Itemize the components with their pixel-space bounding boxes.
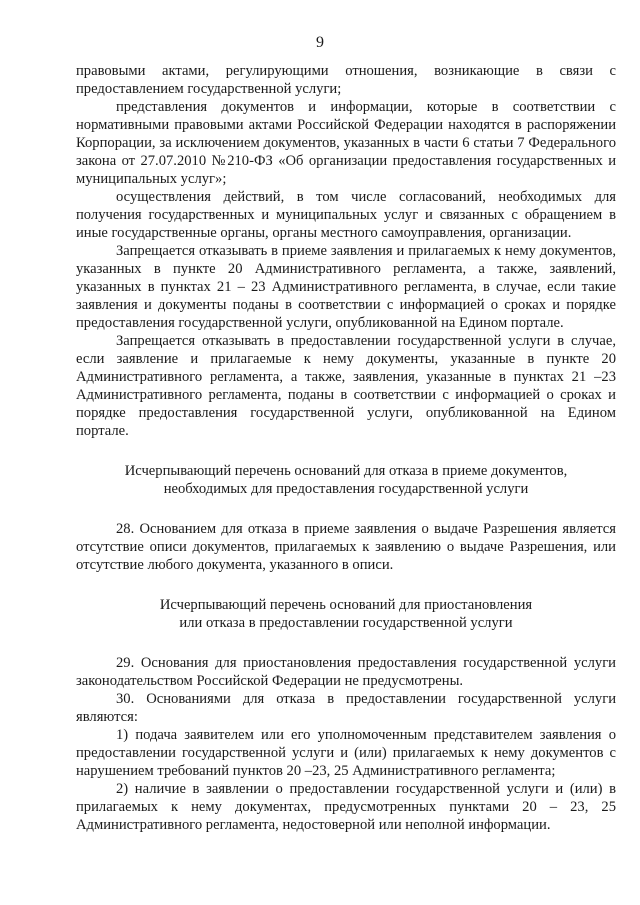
paragraph-subitem-1: 1) подача заявителем или его уполномоченным представителем заявления о предоставлении государственной услуги и (или) прилагаемых к нему документов с нарушением требований пунктов 20 –23, 25 Административного регламента;	[76, 727, 616, 779]
spacer	[76, 440, 616, 462]
spacer	[76, 498, 616, 520]
paragraph-continuation: правовыми актами, регулирующими отношения, возникающие в связи с предоставлением государственной услуги;	[76, 63, 616, 97]
paragraph-actions-approvals: осуществления действий, в том числе согласований, необходимых для получения государственных и муниципальных услуг и связанных с обращением в иные государственные органы, органы местного самоуправления, организации.	[76, 189, 616, 241]
paragraph-subitem-2: 2) наличие в заявлении о предоставлении государственной услуги и (или) в прилагаемых к нему документах, предусмотренных пунктами 20 – 23, 25 Административного регламента, недостоверной или неполной информации.	[76, 781, 616, 833]
section-heading-suspension-line2: или отказа в предоставлении государственной услуги	[179, 615, 513, 631]
paragraph-prohibition-service: Запрещается отказывать в предоставлении государственной услуги в случае, если заявление и прилагаемые к нему документы, указанные в пункте 20 Административного регламента, а также, заявления, указанные в пунктах 21 –23 Административного регламента, поданы в соответствии с информацией о сроках и порядке предоставления государственной услуги, опубликованной на Едином портале.	[76, 333, 616, 439]
spacer	[76, 574, 616, 596]
page-number: 9	[316, 34, 324, 51]
paragraph-prohibition-reception: Запрещается отказывать в приеме заявления и прилагаемых к нему документов, указанных в пункте 20 Административного регламента, а также, заявлений, указанных в пунктах 21 – 23 Административного регламента, в случае, если такие заявления и документы поданы в соответствии с информацией о сроках и порядке предоставления государственной услуги, опубликованной на Едином портале.	[76, 243, 616, 331]
paragraph-documents-disposal: представления документов и информации, которые в соответствии с нормативными правовыми актами Российской Федерации находятся в распоряжении Корпорации, за исключением документов, указанных в части 6 статьи 7 Федерального закона от 27.07.2010 №210-ФЗ «Об организации предоставления государственных и муниципальных услуг»;	[76, 99, 616, 187]
section-heading-reception-refusal-line2: необходимых для предоставления государственной услуги	[163, 481, 529, 497]
section-heading-suspension-line1: Исчерпывающий перечень оснований для приостановления	[159, 597, 533, 613]
section-heading-reception-refusal-line1: Исчерпывающий перечень оснований для отказа в приеме документов,	[124, 463, 568, 479]
paragraph-item-29: 29. Основания для приостановления предоставления государственной услуги законодательством Российской Федерации не предусмотрены.	[76, 655, 616, 689]
paragraph-item-30: 30. Основаниями для отказа в предоставлении государственной услуги являются:	[76, 691, 616, 725]
document-body	[76, 62, 616, 834]
paragraph-item-28: 28. Основанием для отказа в приеме заявления о выдаче Разрешения является отсутствие описи документов, прилагаемых к заявлению о выдаче Разрешения, или отсутствие любого документа, указанного в описи.	[76, 521, 616, 573]
spacer	[76, 632, 616, 654]
